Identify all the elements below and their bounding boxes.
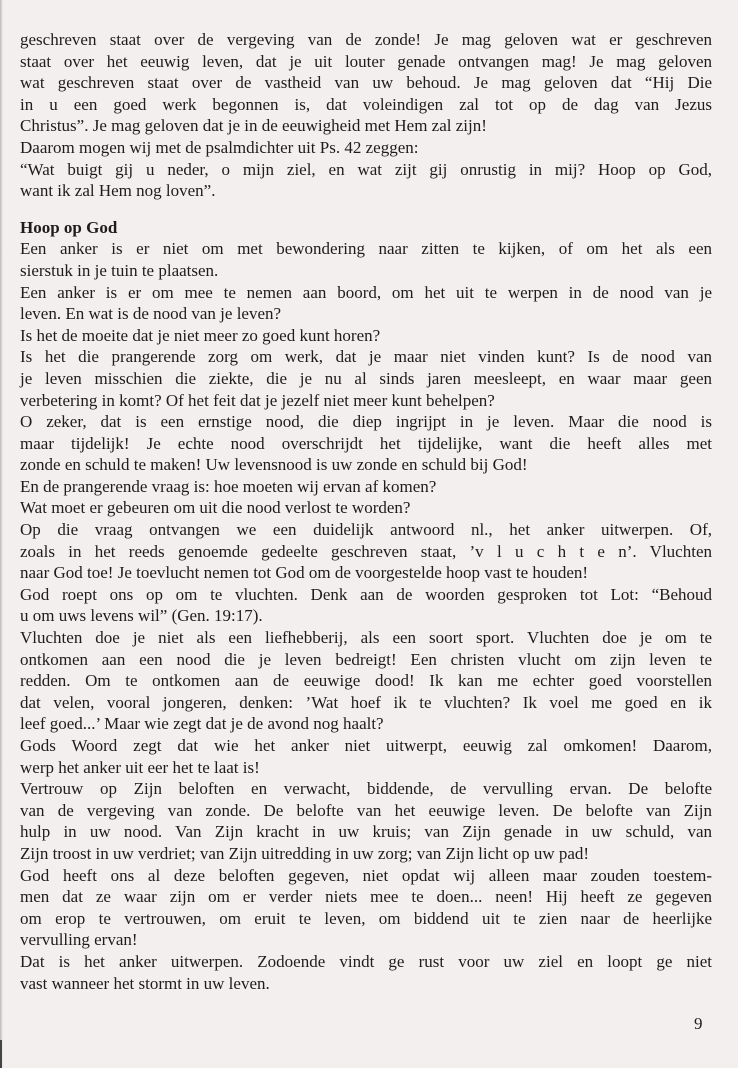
text-line: zoals in het reeds genoemde gedeelte geschreven staat, ’v l u c h t e n’. Vluchten <box>20 541 712 561</box>
paragraph <box>20 951 712 994</box>
paragraph <box>20 627 712 735</box>
section-heading: Hoop op God <box>20 217 118 237</box>
text-line: om erop te vertrouwen, om eruit te leven, om biddend uit te zien naar de heerlijke <box>20 908 712 928</box>
intro-section <box>20 29 712 202</box>
text-line: dat velen, vooral jongeren, denken: ’Wat hoef ik te vluchten? Ik voel me goed en ik <box>20 692 712 712</box>
paragraph <box>20 735 712 778</box>
text-line: redden. Om te ontkomen aan de eeuwige dood! Ik kan me echter goed voorstellen <box>20 671 712 691</box>
text-line: God heeft ons al deze beloften gegeven, niet opdat wij alleen maar zouden toestem- <box>20 865 712 885</box>
page-number: 9 <box>694 1014 703 1033</box>
text-line: Is het de moeite dat je niet meer zo goed kunt horen? <box>20 325 381 345</box>
text-line: O zeker, dat is een ernstige nood, die diep ingrijpt in je leven. Maar die nood is <box>20 412 712 432</box>
paragraph <box>20 584 712 627</box>
text-line: zonde en schuld te maken! Uw levensnood is uw zonde en schuld bij God! <box>20 455 528 475</box>
text-line: men dat ze waar zijn om er verder niets mee te doen... neen! Hij heeft ze gegeven <box>20 887 712 907</box>
body-text <box>20 29 712 994</box>
text-line: wat geschreven staat over de vastheid van uw behoud. Je mag geloven dat “Hij Die <box>20 73 712 93</box>
text-line: Wat moet er gebeuren om uit die nood verlost te worden? <box>20 498 411 518</box>
paragraph <box>20 476 712 498</box>
paragraph <box>20 29 712 137</box>
text-line: naar God toe! Je toevlucht nemen tot God om de voorgestelde hoop vast te houden! <box>20 563 589 583</box>
paragraph <box>20 411 712 476</box>
text-line: staat over het eeuwig leven, dat je uit louter genade ontvangen mag! Je mag geloven <box>20 51 712 71</box>
text-line: leven. En wat is de nood van je leven? <box>20 304 282 324</box>
paragraph <box>20 282 712 325</box>
text-line: in u een goed werk begonnen is, dat voleindigen zal tot op de dag van Jezus <box>20 94 712 114</box>
text-line: ontkomen aan een nood die je leven bedreigt! Een christen vlucht om zijn leven te <box>20 649 712 669</box>
text-line: Vluchten doe je niet als een liefhebberij, als een soort sport. Vluchten doe je om te <box>20 628 712 648</box>
paragraph <box>20 497 712 519</box>
text-line: maar tijdelijk! Je echte nood overschrijdt het tijdelijke, want die heeft alles met <box>20 433 712 453</box>
text-line: Op die vraag ontvangen we een duidelijk antwoord nl., het anker uitwerpen. Of, <box>20 520 712 540</box>
text-line: want ik zal Hem nog loven”. <box>20 181 216 201</box>
text-line: werp het anker uit eer het te laat is! <box>20 757 260 777</box>
text-line: God roept ons op om te vluchten. Denk aan de woorden gesproken tot Lot: “Behoud <box>20 584 712 604</box>
paragraph <box>20 238 712 281</box>
main-section <box>20 238 712 994</box>
text-line: En de prangerende vraag is: hoe moeten wij ervan af komen? <box>20 476 437 496</box>
paragraph <box>20 137 712 159</box>
text-line: Daarom mogen wij met de psalmdichter uit Ps. 42 zeggen: <box>20 137 419 157</box>
text-line: leef goed...’ Maar wie zegt dat je de avond nog haalt? <box>20 714 384 734</box>
text-line: hulp in uw nood. Van Zijn kracht in uw kruis; van Zijn genade in uw schuld, van <box>20 822 712 842</box>
text-line: van de vergeving van zonde. De belofte van het eeuwige leven. De belofte van Zijn <box>20 800 712 820</box>
text-line: Vertrouw op Zijn beloften en verwacht, biddende, de vervulling ervan. De belofte <box>20 779 712 799</box>
text-line: u om uws levens wil” (Gen. 19:17). <box>20 606 263 626</box>
paragraph <box>20 519 712 584</box>
text-line: Zijn troost in uw verdriet; van Zijn uitredding in uw zorg; van Zijn licht op uw pad! <box>20 843 590 863</box>
paragraph <box>20 159 712 202</box>
paragraph <box>20 778 712 864</box>
text-line: verbetering in komt? Of het feit dat je jezelf niet meer kunt behelpen? <box>20 390 495 410</box>
page-edge-shadow <box>0 0 3 1068</box>
text-line: “Wat buigt gij u neder, o mijn ziel, en wat zijt gij onrustig in mij? Hoop op God, <box>20 159 712 179</box>
text-line: Christus”. Je mag geloven dat je in de eeuwigheid met Hem zal zijn! <box>20 116 487 136</box>
text-line: vast wanneer het stormt in uw leven. <box>20 973 270 993</box>
text-line: geschreven staat over de vergeving van de zonde! Je mag geloven wat er geschreven <box>20 30 712 49</box>
text-line: sierstuk in je tuin te plaatsen. <box>20 260 219 280</box>
paragraph <box>20 325 712 347</box>
text-line: je leven misschien die ziekte, die je nu al sinds jaren meesleept, en waar maar geen <box>20 368 712 388</box>
text-line: Dat is het anker uitwerpen. Zodoende vindt ge rust voor uw ziel en loopt ge niet <box>20 951 712 971</box>
paragraph <box>20 346 712 411</box>
text-line: Een anker is er niet om met bewondering naar zitten te kijken, of om het als een <box>20 239 712 259</box>
text-line: Gods Woord zegt dat wie het anker niet uitwerpt, eeuwig zal omkomen! Daarom, <box>20 736 712 755</box>
paragraph <box>20 865 712 951</box>
text-line: Is het die prangerende zorg om werk, dat je maar niet vinden kunt? Is de nood van <box>20 347 712 367</box>
text-line: vervulling ervan! <box>20 930 138 950</box>
text-line: Een anker is er om mee te nemen aan boord, om het uit te werpen in de nood van je <box>20 282 712 302</box>
page-edge-mark <box>0 1040 2 1068</box>
